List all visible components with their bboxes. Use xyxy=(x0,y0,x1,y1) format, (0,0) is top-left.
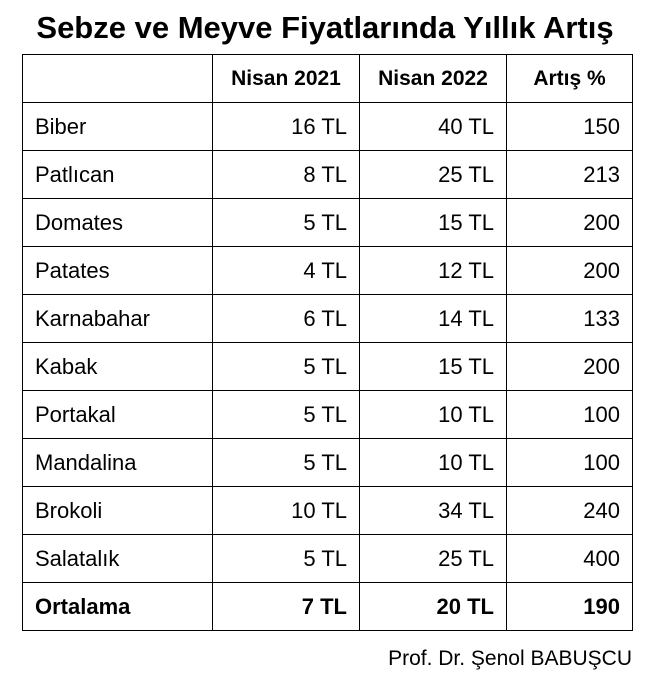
price-2021: 8 TL xyxy=(213,151,360,199)
table-total-row xyxy=(23,583,633,631)
price-table xyxy=(22,54,633,631)
average-price-2021: 7 TL xyxy=(213,583,360,631)
price-2022: 40 TL xyxy=(360,103,507,151)
item-name: Patlıcan xyxy=(23,151,213,199)
increase-percent: 200 xyxy=(507,343,633,391)
item-name: Karnabahar xyxy=(23,295,213,343)
table-row xyxy=(23,391,633,439)
price-2022: 15 TL xyxy=(360,343,507,391)
price-2021: 16 TL xyxy=(213,103,360,151)
table-row xyxy=(23,295,633,343)
price-2022: 14 TL xyxy=(360,295,507,343)
average-increase-percent: 190 xyxy=(507,583,633,631)
price-2022: 10 TL xyxy=(360,391,507,439)
increase-percent: 240 xyxy=(507,487,633,535)
item-name: Mandalina xyxy=(23,439,213,487)
price-2022: 34 TL xyxy=(360,487,507,535)
price-2021: 5 TL xyxy=(213,343,360,391)
increase-percent: 200 xyxy=(507,199,633,247)
item-name: Portakal xyxy=(23,391,213,439)
price-2022: 15 TL xyxy=(360,199,507,247)
item-name: Brokoli xyxy=(23,487,213,535)
author-credit: Prof. Dr. Şenol BABUŞCU xyxy=(388,647,632,670)
total-label: Ortalama xyxy=(23,583,213,631)
header-cell-april-2022: Nisan 2022 xyxy=(360,55,507,103)
price-2021: 5 TL xyxy=(213,391,360,439)
increase-percent: 213 xyxy=(507,151,633,199)
table-row xyxy=(23,343,633,391)
price-2021: 10 TL xyxy=(213,487,360,535)
increase-percent: 150 xyxy=(507,103,633,151)
table-row xyxy=(23,151,633,199)
average-price-2022: 20 TL xyxy=(360,583,507,631)
increase-percent: 100 xyxy=(507,391,633,439)
price-2021: 5 TL xyxy=(213,535,360,583)
price-2021: 4 TL xyxy=(213,247,360,295)
item-name: Kabak xyxy=(23,343,213,391)
price-2021: 5 TL xyxy=(213,439,360,487)
increase-percent: 100 xyxy=(507,439,633,487)
table-row xyxy=(23,535,633,583)
table-row xyxy=(23,199,633,247)
increase-percent: 133 xyxy=(507,295,633,343)
price-2022: 25 TL xyxy=(360,535,507,583)
header-cell-april-2021: Nisan 2021 xyxy=(213,55,360,103)
price-2021: 6 TL xyxy=(213,295,360,343)
table-row xyxy=(23,487,633,535)
item-name: Domates xyxy=(23,199,213,247)
item-name: Patates xyxy=(23,247,213,295)
table-row xyxy=(23,103,633,151)
price-2022: 25 TL xyxy=(360,151,507,199)
table-row xyxy=(23,439,633,487)
page-title: Sebze ve Meyve Fiyatlarında Yıllık Artış xyxy=(36,10,614,45)
item-name: Biber xyxy=(23,103,213,151)
price-2022: 12 TL xyxy=(360,247,507,295)
table-header-row xyxy=(23,55,633,103)
item-name: Salatalık xyxy=(23,535,213,583)
table-row xyxy=(23,247,633,295)
increase-percent: 400 xyxy=(507,535,633,583)
price-2022: 10 TL xyxy=(360,439,507,487)
increase-percent: 200 xyxy=(507,247,633,295)
price-2021: 5 TL xyxy=(213,199,360,247)
header-cell-empty xyxy=(23,55,213,103)
header-cell-increase-percent: Artış % xyxy=(507,55,633,103)
